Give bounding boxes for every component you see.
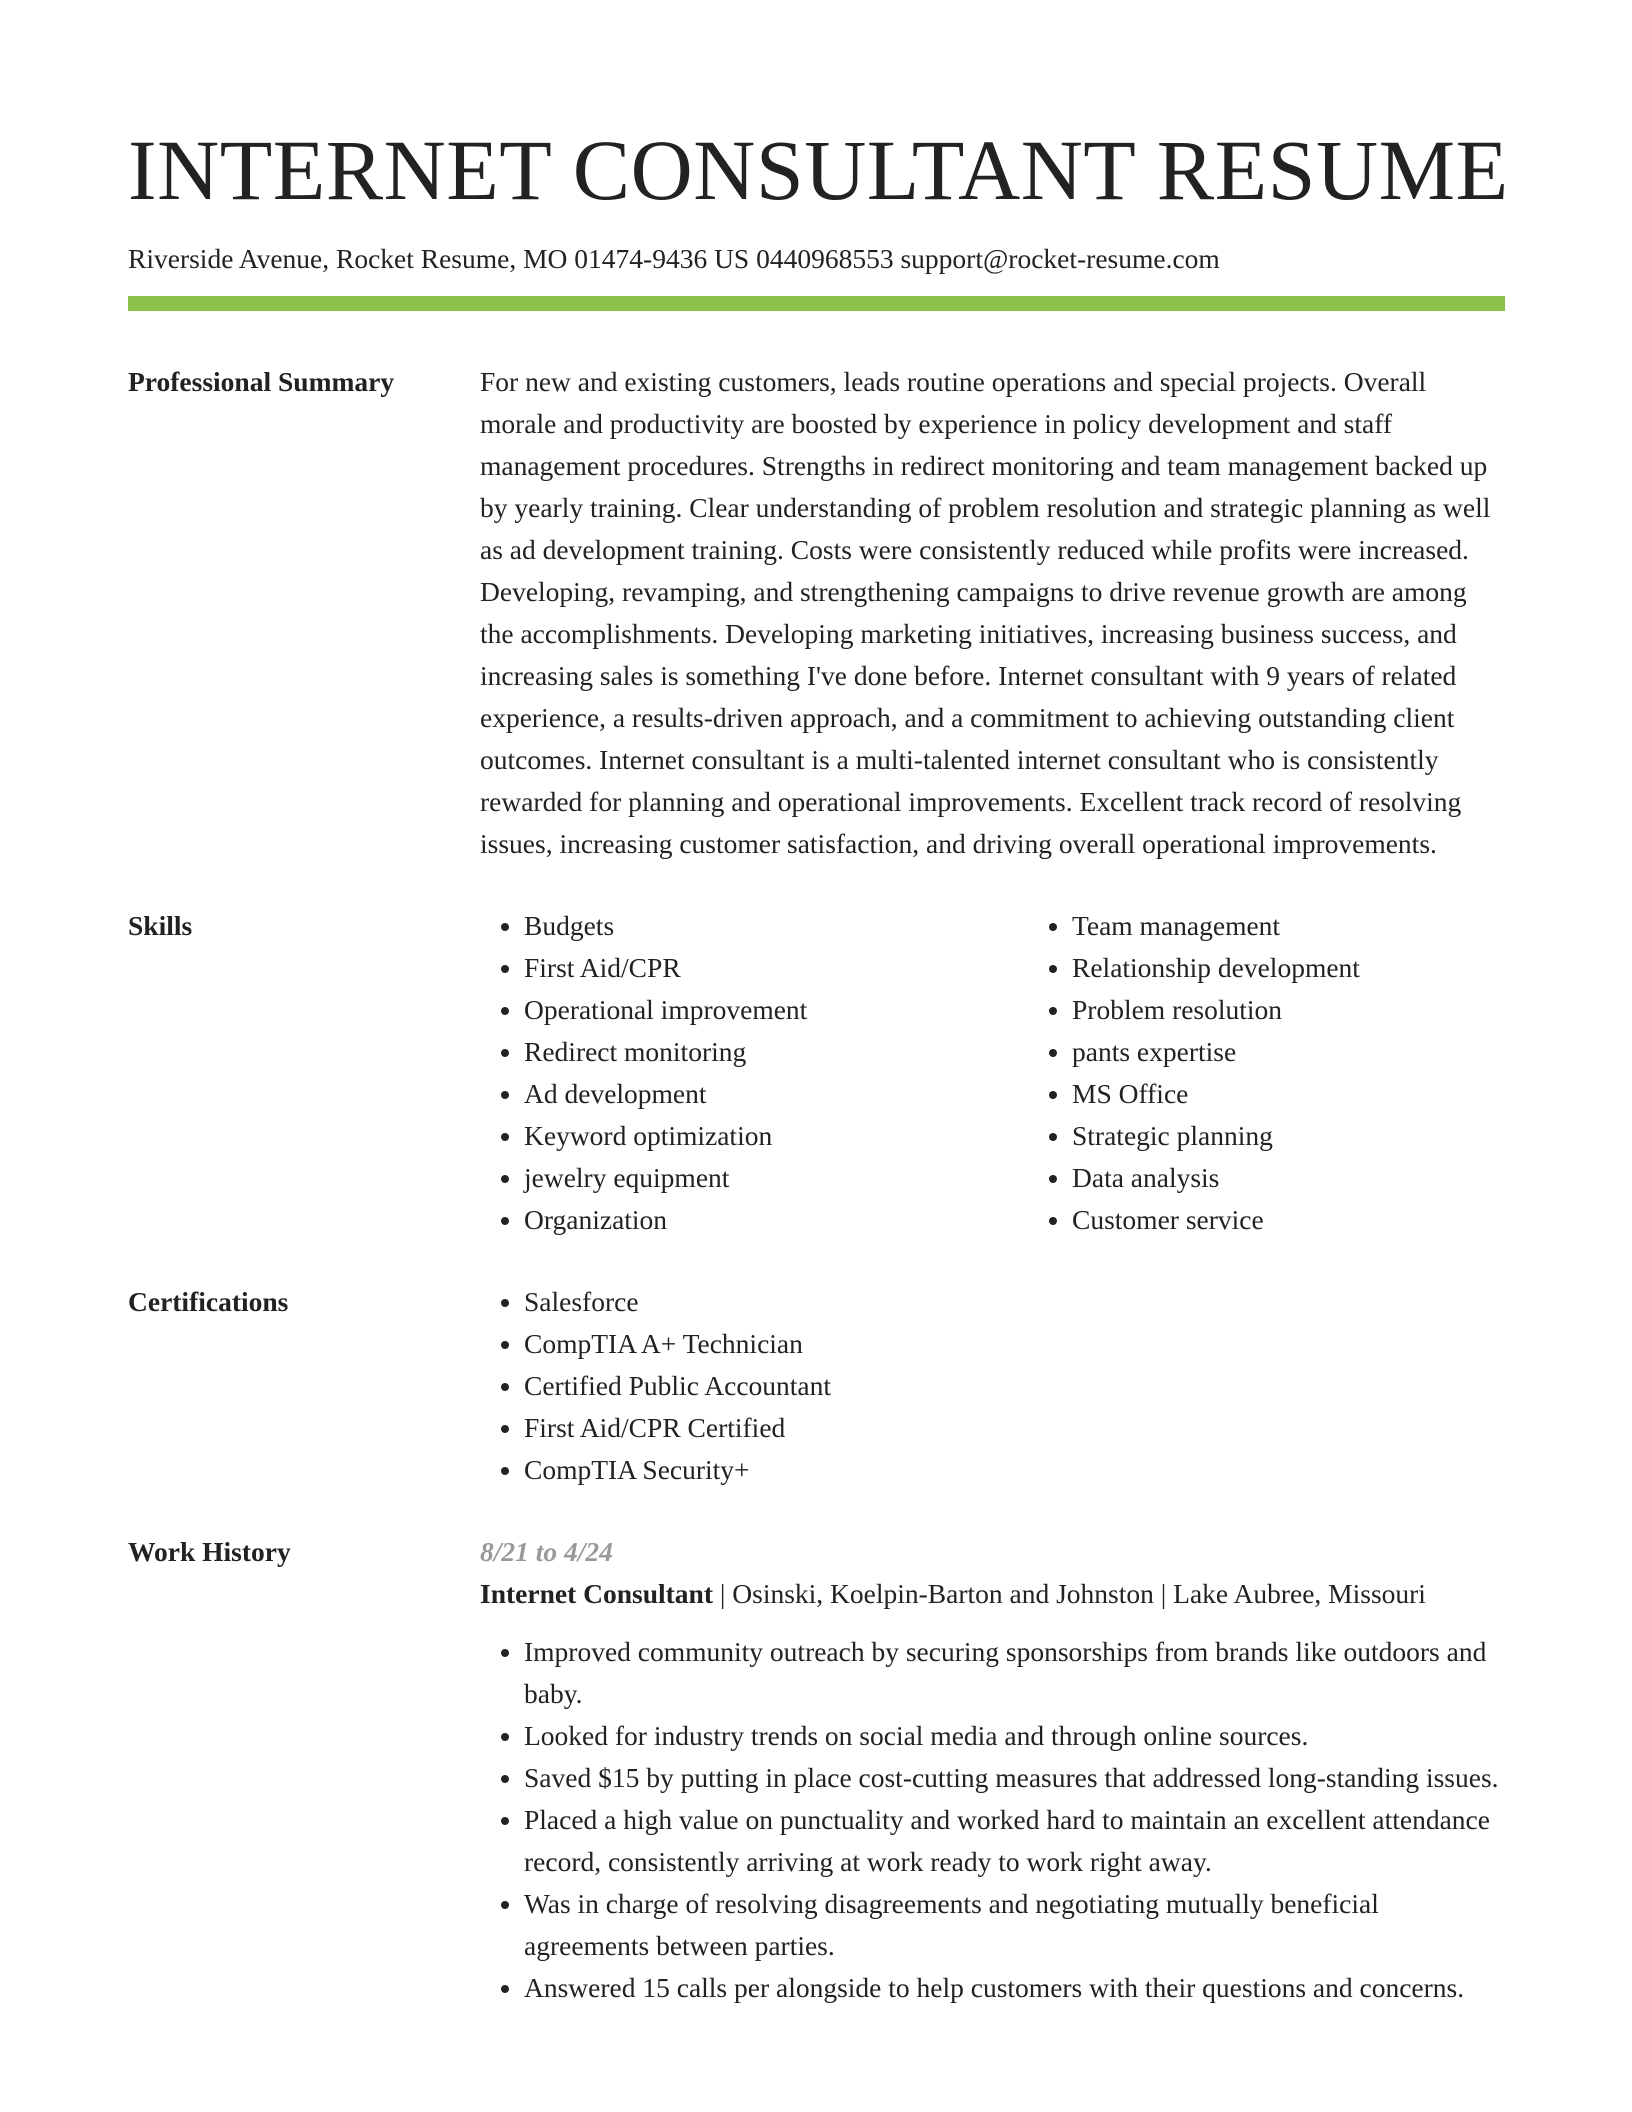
skill-item: • pants expertise [1072, 1031, 1532, 1073]
skill-item: • Data analysis [1072, 1157, 1532, 1199]
skill-item: • Team management [1072, 905, 1532, 947]
certification-item: • CompTIA Security+ [524, 1449, 1505, 1491]
job-details: | Osinski, Koelpin-Barton and Johnston | Lake Aubree, Missouri [713, 1578, 1426, 1609]
section-title-skills: Skills [128, 910, 193, 941]
job-bullet: • Answered 15 calls per alongside to help customers with their questions and concerns. [524, 1967, 1505, 2009]
skill-item: • Budgets [524, 905, 984, 947]
job-bullet: • Improved community outreach by securing sponsorships from brands like outdoors and baby. [524, 1631, 1505, 1715]
summary-text: For new and existing customers, leads routine operations and special projects. Overall morale and productivity are boosted by experience in policy development and staff management procedures. Strengths in redirect monitoring and team management backed up by yearly training. Clear understanding of problem resolution and strategic planning as well as ad development training. Costs were consistently reduced while profits were increased. Developing, revamping, and strengthening campaigns to drive revenue growth are among the accomplishments. Developing marketing initiatives, increasing business success, and increasing sales is something I've done before. Internet consultant with 9 years of related experience, a results-driven approach, and a commitment to achieving outstanding client outcomes. Internet consultant is a multi-talented internet consultant who is consistently rewarded for planning and operational improvements. Excellent track record of resolving issues, increasing customer satisfaction, and driving overall operational improvements. [480, 366, 1491, 859]
skills-list-right [1028, 905, 1532, 1241]
skill-item: • Keyword optimization [524, 1115, 984, 1157]
skill-item: • Relationship development [1072, 947, 1532, 989]
skill-item: • Customer service [1072, 1199, 1532, 1241]
job-dates: 8/21 to 4/24 [480, 1536, 613, 1567]
skill-item: • First Aid/CPR [524, 947, 984, 989]
job-bullet: • Saved $15 by putting in place cost-cutting measures that addressed long-standing issues. [524, 1757, 1505, 1799]
accent-divider [128, 296, 1505, 311]
skill-item: • Problem resolution [1072, 989, 1532, 1031]
skill-item: • Redirect monitoring [524, 1031, 984, 1073]
certification-item: • Certified Public Accountant [524, 1365, 1505, 1407]
skill-item: • MS Office [1072, 1073, 1532, 1115]
skill-item: • Strategic planning [1072, 1115, 1532, 1157]
section-title-summary: Professional Summary [128, 366, 395, 397]
summary-body [480, 361, 1505, 865]
skill-item: • Ad development [524, 1073, 984, 1115]
skill-item: • jewelry equipment [524, 1157, 984, 1199]
skills-list-left [480, 905, 984, 1241]
contact-line: Riverside Avenue, Rocket Resume, MO 01474-9436 US 0440968553 support@rocket-resume.com [128, 243, 1220, 274]
job-heading [480, 1573, 1505, 1615]
certifications-section [128, 1281, 1505, 1491]
job-bullets [480, 1631, 1505, 2009]
job-bullet: • Looked for industry trends on social media and through online sources. [524, 1715, 1505, 1757]
certification-item: • Salesforce [524, 1281, 1505, 1323]
summary-section [128, 361, 1505, 865]
skills-section [128, 905, 1505, 1241]
skills-body [480, 905, 1532, 1241]
certification-item: • CompTIA A+ Technician [524, 1323, 1505, 1365]
job-bullet: • Placed a high value on punctuality and worked hard to maintain an excellent attendance record, consistently arriving at work ready to work right away. [524, 1799, 1505, 1883]
work-history-body [480, 1531, 1505, 2009]
job-title: Internet Consultant [480, 1578, 713, 1609]
resume-page [128, 118, 1509, 2009]
section-title-work-history: Work History [128, 1536, 291, 1567]
section-title-certifications: Certifications [128, 1286, 289, 1317]
skill-item: • Organization [524, 1199, 984, 1241]
certifications-list [480, 1281, 1505, 1491]
resume-title: INTERNET CONSULTANT RESUME [128, 122, 1509, 218]
skill-item: • Operational improvement [524, 989, 984, 1031]
certifications-body [480, 1281, 1505, 1491]
job-bullet: • Was in charge of resolving disagreements and negotiating mutually beneficial agreements between parties. [524, 1883, 1505, 1967]
work-history-section [128, 1531, 1505, 2009]
certification-item: • First Aid/CPR Certified [524, 1407, 1505, 1449]
